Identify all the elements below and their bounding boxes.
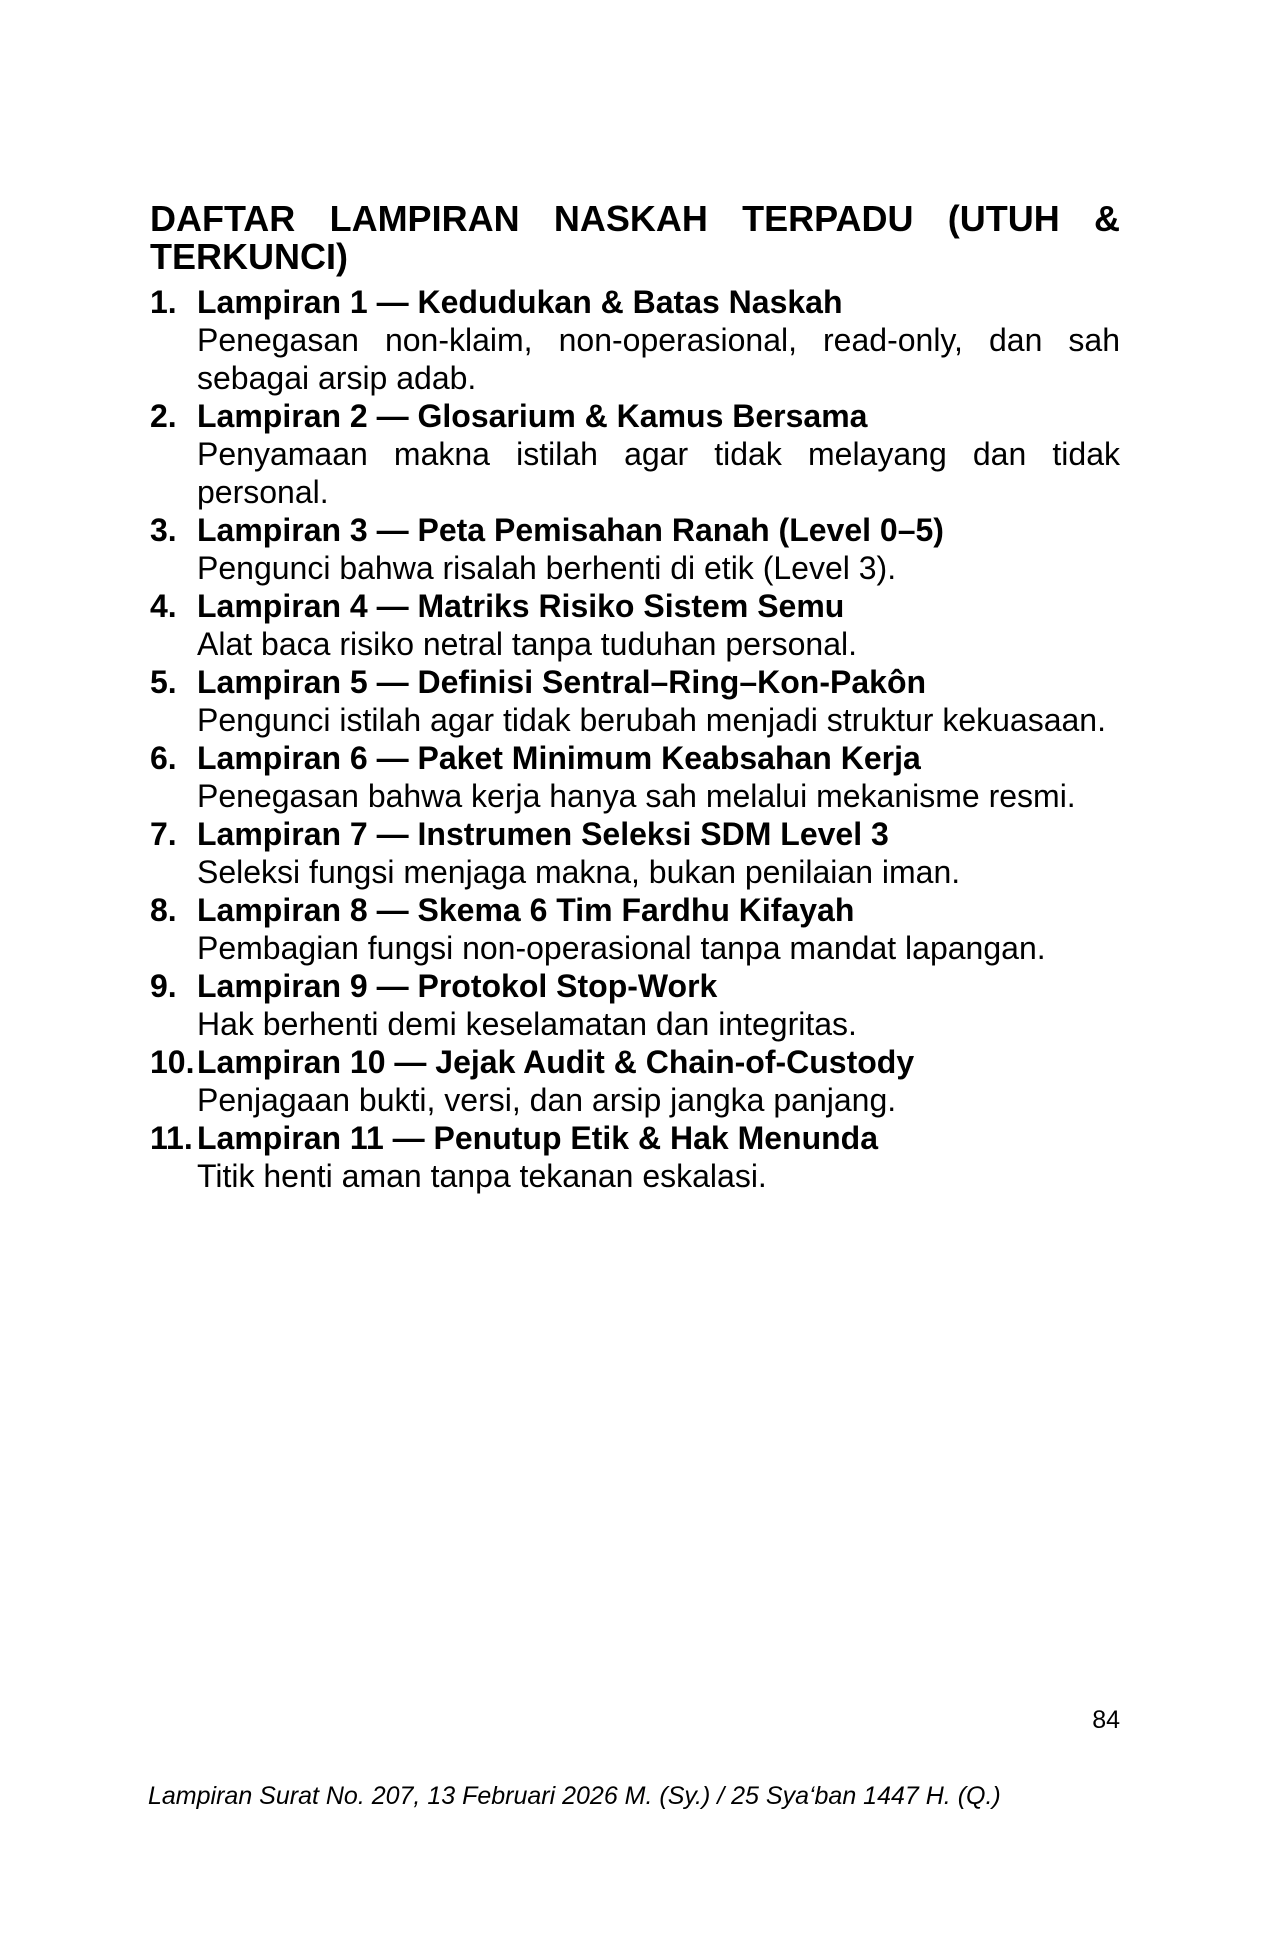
item-heading: Lampiran 8 — Skema 6 Tim Fardhu Kifayah — [197, 892, 855, 928]
item-description: Seleksi fungsi menjaga makna, bukan penilaian iman. — [197, 854, 961, 890]
item-description: Pengunci istilah agar tidak berubah menjadi struktur kekuasaan. — [197, 702, 1106, 738]
item-number: 1. — [150, 284, 177, 320]
item-body — [197, 1119, 1120, 1195]
lampiran-list — [150, 283, 1120, 1195]
item-number: 5. — [150, 664, 177, 700]
item-description: Hak berhenti demi keselamatan dan integritas. — [197, 1006, 857, 1042]
item-heading: Lampiran 5 — Definisi Sentral–Ring–Kon-Pakôn — [197, 664, 927, 700]
item-body — [197, 587, 1120, 663]
item-body — [197, 815, 1120, 891]
item-body — [197, 739, 1120, 815]
item-number: 7. — [150, 816, 177, 852]
list-item — [150, 739, 1120, 815]
document-content — [150, 200, 1120, 1195]
item-number: 4. — [150, 588, 177, 624]
item-number: 11. — [150, 1120, 193, 1156]
item-heading: Lampiran 9 — Protokol Stop-Work — [197, 968, 718, 1004]
list-item — [150, 1119, 1120, 1195]
list-item — [150, 891, 1120, 967]
item-heading: Lampiran 6 — Paket Minimum Keabsahan Kerja — [197, 740, 921, 776]
item-heading: Lampiran 4 — Matriks Risiko Sistem Semu — [197, 588, 845, 624]
list-item — [150, 283, 1120, 397]
item-number: 8. — [150, 892, 177, 928]
list-item — [150, 511, 1120, 587]
item-body — [197, 283, 1120, 397]
item-body — [197, 967, 1120, 1043]
item-number: 10. — [150, 1044, 195, 1080]
item-heading: Lampiran 3 — Peta Pemisahan Ranah (Level 0–5) — [197, 512, 944, 548]
page-title: DAFTAR LAMPIRAN NASKAH TERPADU (UTUH & TERKUNCI) — [150, 198, 1120, 277]
footer-note: Lampiran Surat No. 207, 13 Februari 2026 M. (Sy.) / 25 Sya‘ban 1447 H. (Q.) — [148, 1782, 1001, 1810]
item-body — [197, 663, 1120, 739]
item-body — [197, 511, 1120, 587]
list-item — [150, 967, 1120, 1043]
item-heading: Lampiran 7 — Instrumen Seleksi SDM Level 3 — [197, 816, 889, 852]
item-heading: Lampiran 11 — Penutup Etik & Hak Menunda — [197, 1120, 879, 1156]
item-body — [197, 397, 1120, 511]
list-item — [150, 397, 1120, 511]
item-heading: Lampiran 10 — Jejak Audit & Chain-of-Custody — [197, 1044, 915, 1080]
list-item — [150, 663, 1120, 739]
list-item — [150, 815, 1120, 891]
item-number: 2. — [150, 398, 177, 434]
list-item — [150, 1043, 1120, 1119]
item-heading: Lampiran 1 — Kedudukan & Batas Naskah — [197, 284, 843, 320]
item-number: 9. — [150, 968, 177, 1004]
item-description: Pengunci bahwa risalah berhenti di etik (Level 3). — [197, 550, 897, 586]
item-description: Alat baca risiko netral tanpa tuduhan personal. — [197, 626, 857, 662]
item-heading: Lampiran 2 — Glosarium & Kamus Bersama — [197, 398, 868, 434]
item-number: 6. — [150, 740, 177, 776]
item-description: Penegasan bahwa kerja hanya sah melalui mekanisme resmi. — [197, 778, 1076, 814]
item-description: Penyamaan makna istilah agar tidak melayang dan tidak personal. — [197, 436, 1120, 510]
item-body — [197, 1043, 1120, 1119]
item-description: Pembagian fungsi non-operasional tanpa mandat lapangan. — [197, 930, 1046, 966]
item-description: Titik henti aman tanpa tekanan eskalasi. — [197, 1158, 767, 1194]
item-number: 3. — [150, 512, 177, 548]
page-number: 84 — [1092, 1706, 1120, 1734]
item-body — [197, 891, 1120, 967]
list-item — [150, 587, 1120, 663]
item-description: Penjagaan bukti, versi, dan arsip jangka panjang. — [197, 1082, 897, 1118]
item-description: Penegasan non-klaim, non-operasional, read-only, dan sah sebagai arsip adab. — [197, 322, 1120, 396]
